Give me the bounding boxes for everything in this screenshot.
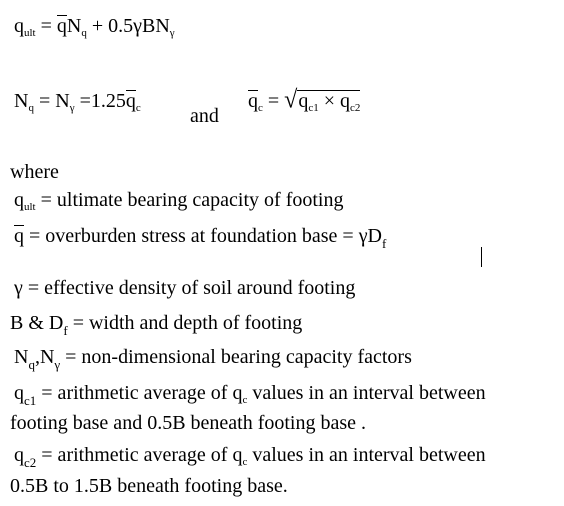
q-symbol: q <box>14 15 24 37</box>
qc-bar-symbol-2: q <box>248 90 258 112</box>
qc-average-equation <box>248 86 361 114</box>
qc2-symbol: q <box>340 90 351 112</box>
equals-sign-2: = <box>262 90 285 112</box>
n-gamma-def-subscript: γ <box>54 357 61 372</box>
def-qc2 <box>14 443 486 470</box>
qc1-def-symbol: q <box>14 382 24 404</box>
qult-subscript: ult <box>24 201 36 213</box>
bd-symbol: B & D <box>10 312 64 334</box>
qbar-symbol: q <box>14 225 24 247</box>
n-factors-definition: = non-dimensional bearing capacity factors <box>60 346 412 368</box>
n-symbol: N <box>66 15 82 37</box>
where-label: where <box>10 161 59 183</box>
factor-equation <box>14 89 141 113</box>
equals-n-gamma: = N <box>33 90 70 112</box>
qc2-def-symbol: q <box>14 444 24 466</box>
gamma-subscript: γ <box>169 27 175 39</box>
nq-def-symbol: N <box>14 346 29 368</box>
qc1-definition-b: values in an interval between <box>247 382 486 404</box>
text-cursor <box>481 247 482 267</box>
bd-subscript: f <box>63 323 68 338</box>
def-qc1 <box>14 381 486 408</box>
q-subscript: q <box>81 27 87 39</box>
qc1-subscript: c1 <box>308 102 319 114</box>
gamma-term: + 0.5γBN <box>86 15 170 37</box>
qc2-definition-a: = arithmetic average of q <box>36 444 243 466</box>
nq-def-subscript: q <box>28 357 35 372</box>
qc2-inline-subscript: c <box>242 456 248 468</box>
df-subscript: f <box>381 236 387 251</box>
qc2-definition-b: values in an interval between <box>247 444 486 466</box>
qult-definition: = ultimate bearing capacity of footing <box>35 189 344 211</box>
qc2-def-subscript: c2 <box>24 455 37 470</box>
nq-symbol: N <box>14 90 29 112</box>
q-bar-symbol: q <box>56 15 67 37</box>
qc1-def-subscript: c1 <box>24 393 37 408</box>
qc2-subscript: c2 <box>350 102 361 114</box>
def-qult <box>14 188 343 212</box>
qc1-symbol: q <box>298 90 309 112</box>
bd-definition: = width and depth of footing <box>67 312 303 334</box>
sqrt-icon: √ <box>284 86 298 114</box>
equals-sign: = <box>35 15 57 37</box>
n-gamma-def-symbol: ,N <box>34 346 55 368</box>
times-sign: × <box>323 90 336 112</box>
def-b-d <box>10 311 303 338</box>
n-gamma-subscript: γ <box>69 102 75 114</box>
and-word: and <box>190 105 219 127</box>
qult-symbol: q <box>14 189 24 211</box>
nq-subscript: q <box>28 102 34 114</box>
coefficient: =1.25 <box>74 90 126 112</box>
def-n-factors <box>14 345 412 372</box>
def-qc1-line2: footing base and 0.5B beneath footing base . <box>10 412 367 434</box>
qc-bar-symbol: q <box>125 90 136 112</box>
qbar-definition: = overburden stress at foundation base = γD <box>24 225 382 247</box>
ult-subscript: ult <box>24 27 36 39</box>
sqrt-content <box>297 90 361 114</box>
bearing-capacity-equation <box>14 14 175 38</box>
def-qbar <box>14 224 387 251</box>
def-gamma: γ = effective density of soil around footing <box>14 277 356 299</box>
def-qc2-line2: 0.5B to 1.5B beneath footing base. <box>10 475 288 497</box>
qc1-definition-a: = arithmetic average of q <box>36 382 243 404</box>
qc-bar-subscript-2: c <box>258 102 263 114</box>
qc-subscript: c <box>135 102 141 114</box>
qc1-inline-subscript: c <box>242 394 248 406</box>
